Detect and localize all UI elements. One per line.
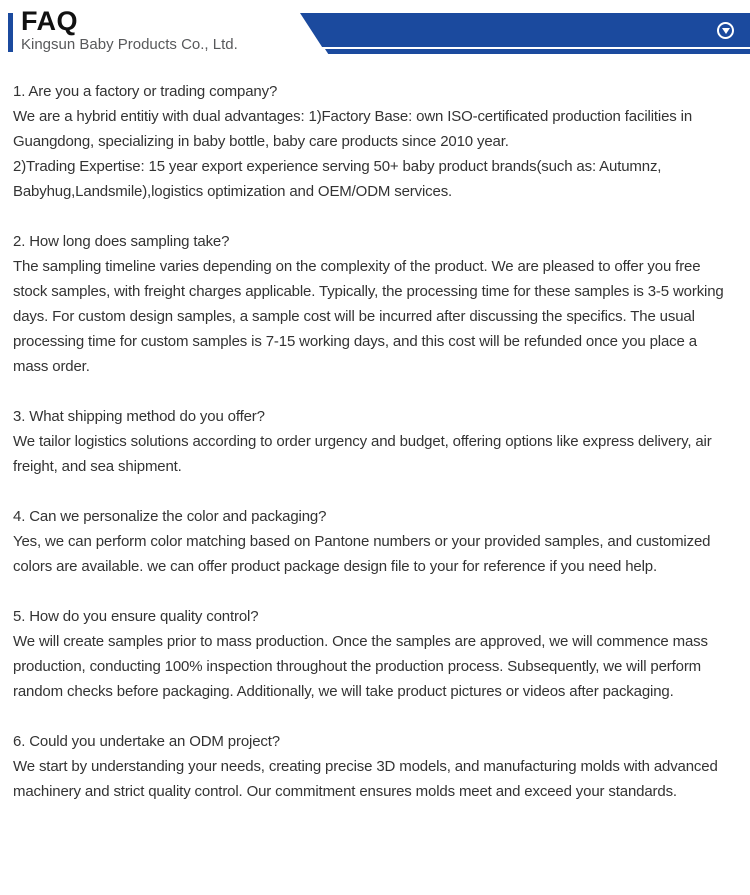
faq-item-5 bbox=[13, 604, 728, 704]
page-title: FAQ bbox=[21, 6, 79, 36]
faq-answer: We start by understanding your needs, creating precise 3D models, and manufacturing molds with advanced machinery and strict quality control. Our commitment ensures molds meet and exceed your standards. bbox=[13, 758, 718, 800]
faq-item-6 bbox=[13, 729, 728, 804]
faq-answer: Yes, we can perform color matching based on Pantone numbers or your provided samples, and customized colors are available. we can offer product package design file to your for reference if you need help. bbox=[13, 533, 711, 575]
faq-answer: The sampling timeline varies depending on the complexity of the product. We are pleased to offer you free stock samples, with freight charges applicable. Typically, the processing time for these samples is 3-5 working days. For custom design samples, a sample cost will be incurred after discussing the specifics. The usual processing time for custom samples is 7-15 working days, and this cost will be refunded once you place a mass order. bbox=[13, 258, 724, 375]
faq-answer: We are a hybrid entitiy with dual advantages: 1)Factory Base: own ISO-certificated production facilities in Guangdong, specializing in baby bottle, baby care products since 2010 year. bbox=[13, 108, 693, 150]
faq-question: 2. How long does sampling take? bbox=[13, 233, 230, 250]
faq-header bbox=[0, 0, 750, 54]
faq-item-1 bbox=[13, 79, 728, 204]
company-name: Kingsun Baby Products Co., Ltd. bbox=[21, 36, 238, 53]
banner-underline bbox=[325, 49, 750, 54]
triangle-glyph bbox=[722, 28, 730, 34]
faq-question: 3. What shipping method do you offer? bbox=[13, 408, 265, 425]
faq-item-2 bbox=[13, 229, 728, 379]
faq-question: 5. How do you ensure quality control? bbox=[13, 608, 259, 625]
faq-list bbox=[0, 54, 750, 804]
faq-item-3 bbox=[13, 404, 728, 479]
header-banner bbox=[300, 13, 750, 47]
accent-bar bbox=[8, 13, 13, 52]
faq-question: 1. Are you a factory or trading company? bbox=[13, 83, 278, 100]
faq-answer: We will create samples prior to mass production. Once the samples are approved, we will commence mass production, conducting 100% inspection throughout the production process. Subsequently, we will perform random checks before packaging. Additionally, we will take product pictures or videos after packaging. bbox=[13, 633, 708, 700]
faq-question: 6. Could you undertake an ODM project? bbox=[13, 733, 280, 750]
faq-answer: 2)Trading Expertise: 15 year export experience serving 50+ baby product brands(such as: Autumnz, Babyhug,Landsmile),logistics optimization and OEM/ODM services. bbox=[13, 158, 662, 200]
faq-item-4 bbox=[13, 504, 728, 579]
faq-answer: We tailor logistics solutions according to order urgency and budget, offering options like express delivery, air freight, and sea shipment. bbox=[13, 433, 712, 475]
faq-question: 4. Can we personalize the color and packaging? bbox=[13, 508, 327, 525]
down-arrow-icon bbox=[717, 22, 734, 39]
